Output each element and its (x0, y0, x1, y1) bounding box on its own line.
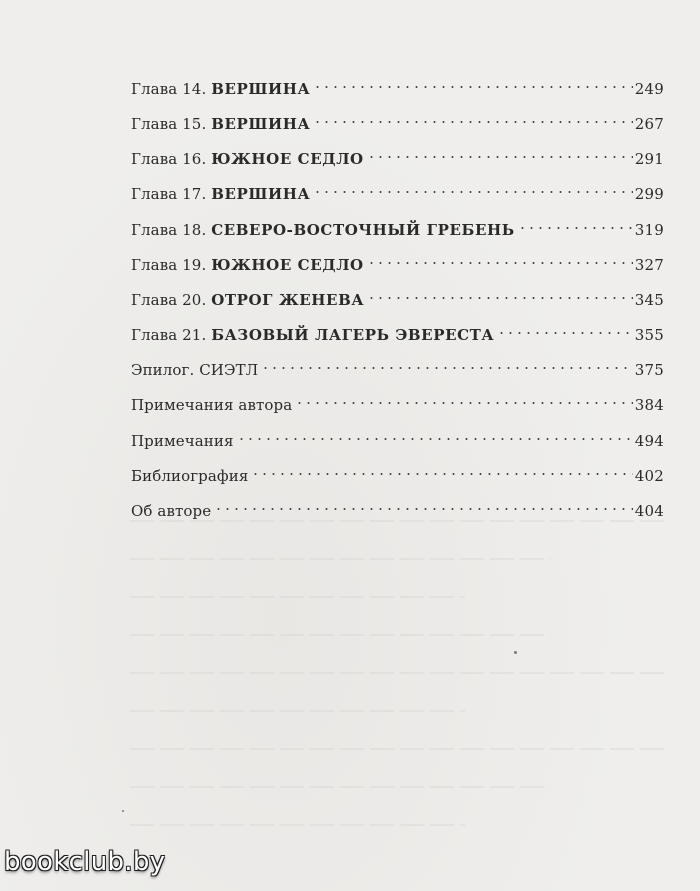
toc-entry[interactable] (131, 211, 664, 239)
toc-entry-title: Примечания автора (131, 396, 293, 414)
toc-leader-dots (367, 281, 633, 305)
toc-leader-dots (261, 351, 632, 375)
toc-page-number: 375 (634, 361, 664, 379)
toc-leader-dots (518, 211, 633, 235)
toc-entry-title: Глава 17. ВЕРШИНА (131, 185, 311, 203)
watermark-text: bookclub.by (4, 847, 166, 877)
toc-entry-title: Глава 21. БАЗОВЫЙ ЛАГЕРЬ ЭВЕРЕСТА (131, 326, 495, 344)
toc-leader-dots (313, 105, 632, 129)
toc-entry-title: Глава 16. ЮЖНОЕ СЕДЛО (131, 150, 364, 168)
toc-entry-title: Эпилог. СИЭТЛ (131, 361, 259, 379)
toc-entry[interactable] (131, 457, 664, 485)
toc-entry[interactable] (131, 492, 664, 520)
toc-entry[interactable] (131, 175, 664, 203)
toc-entry[interactable] (131, 140, 664, 168)
toc-entry[interactable] (131, 316, 664, 344)
toc-leader-dots (237, 422, 633, 446)
toc-entry[interactable] (131, 70, 664, 98)
toc-entry[interactable] (131, 351, 664, 379)
toc-entry-title: Глава 15. ВЕРШИНА (131, 115, 311, 133)
paper-speck (122, 810, 124, 812)
toc-page-number: 355 (634, 326, 664, 344)
toc-page-number: 345 (634, 291, 664, 309)
toc-entry-title: Об авторе (131, 502, 212, 520)
toc-entry-title: Примечания (131, 432, 234, 450)
toc-leader-dots (313, 175, 632, 199)
toc-leader-dots (251, 457, 632, 481)
toc-page-number: 402 (634, 467, 664, 485)
toc-page-number: 267 (634, 115, 664, 133)
toc-entry-title: Глава 20. ОТРОГ ЖЕНЕВА (131, 291, 365, 309)
toc-entry[interactable] (131, 281, 664, 309)
toc-leader-dots (214, 492, 633, 516)
toc-page-number: 291 (634, 150, 664, 168)
toc-entry-title: Глава 14. ВЕРШИНА (131, 80, 311, 98)
toc-leader-dots (313, 70, 632, 94)
toc-page-number: 494 (634, 432, 664, 450)
toc-page-number: 384 (634, 396, 664, 414)
toc-entry-title: Библиография (131, 467, 249, 485)
toc-entry[interactable] (131, 105, 664, 133)
toc-entry[interactable] (131, 422, 664, 450)
toc-leader-dots (295, 386, 632, 410)
toc-leader-dots (497, 316, 633, 340)
toc-leader-dots (367, 140, 633, 164)
toc-page-number: 319 (634, 221, 664, 239)
toc-entry[interactable] (131, 246, 664, 274)
bleed-through-text (130, 520, 670, 850)
toc-page-number: 249 (634, 80, 664, 98)
paper-speck (514, 651, 517, 654)
toc-entry-title: Глава 19. ЮЖНОЕ СЕДЛО (131, 256, 364, 274)
toc-page-number: 299 (634, 185, 664, 203)
toc-page-number: 327 (634, 256, 664, 274)
toc-entry-title: Глава 18. СЕВЕРО-ВОСТОЧНЫЙ ГРЕБЕНЬ (131, 221, 515, 239)
toc-entry[interactable] (131, 386, 664, 414)
toc-leader-dots (367, 246, 633, 270)
toc-page-number: 404 (634, 502, 664, 520)
